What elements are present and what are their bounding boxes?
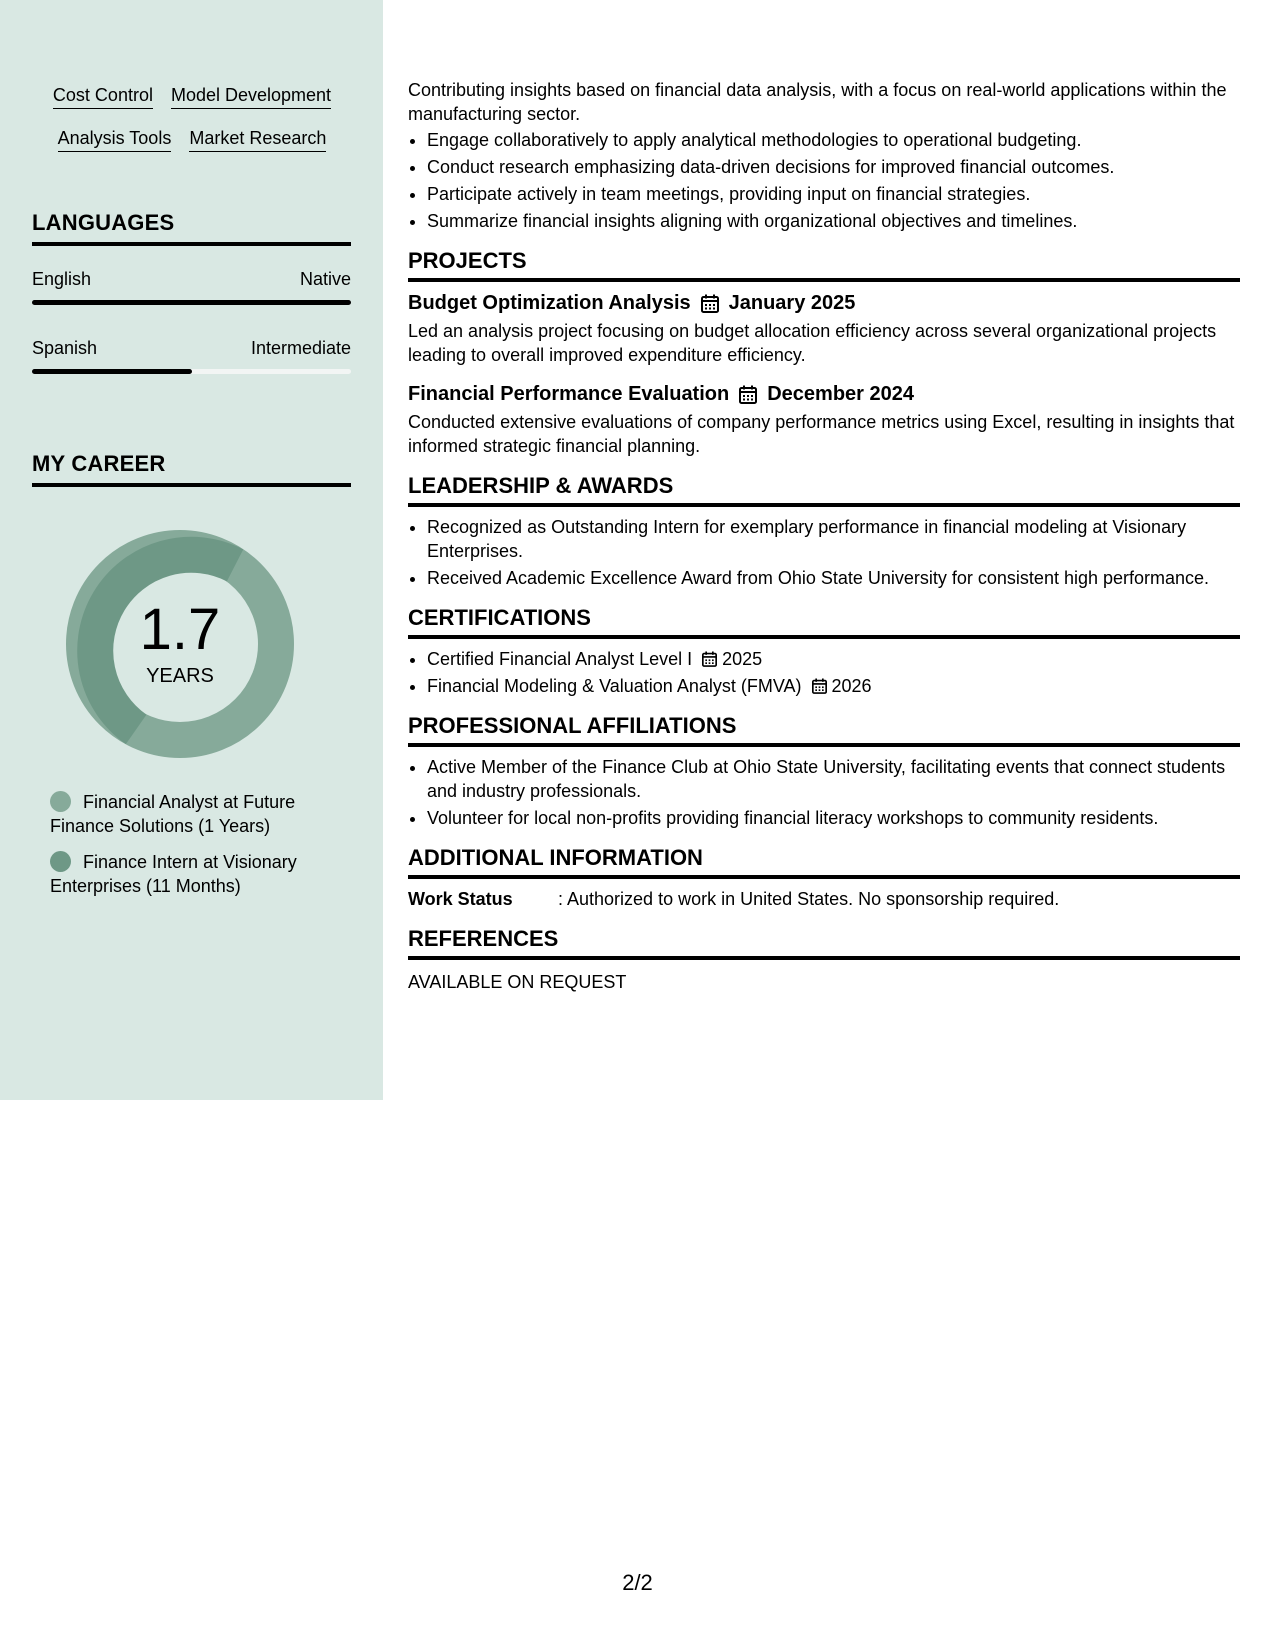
- project-title-row: [408, 290, 1240, 316]
- legend-dot-icon: [50, 851, 71, 872]
- experience-summary: Contributing insights based on financial data analysis, with a focus on real-world applications within the manufacturing sector.: [408, 80, 1227, 124]
- career-legend: [50, 790, 330, 910]
- legend-dot-icon: [50, 791, 71, 812]
- skill-tag: Model Development: [171, 84, 331, 109]
- project-description: Led an analysis project focusing on budget allocation efficiency across several organizational projects leading to overall improved expenditure efficiency.: [408, 321, 1217, 365]
- project-date: [739, 381, 914, 407]
- career-label: Finance Intern at Visionary Enterprises (11 Months): [50, 852, 297, 896]
- projects-heading: PROJECTS: [408, 247, 1240, 282]
- certification-year: 2026: [831, 676, 872, 696]
- language-name: English: [32, 269, 92, 289]
- language-proficiency-bar: [32, 369, 351, 374]
- language-item: [32, 268, 351, 305]
- list-item: • Received Academic Excellence Award from Ohio State University for consistent high performance.: [427, 566, 1240, 590]
- certifications-heading: CERTIFICATIONS: [408, 604, 1240, 639]
- list-item: • Volunteer for local non-profits providing financial literacy workshops to community residents.: [427, 806, 1240, 830]
- calendar-icon: [812, 678, 827, 694]
- list-item: • Summarize financial insights aligning with organizational objectives and timelines.: [427, 209, 1240, 233]
- leadership-heading: LEADERSHIP & AWARDS: [408, 472, 1240, 507]
- certification-name: Certified Financial Analyst Level I: [427, 649, 693, 669]
- skill-tag: Market Research: [189, 127, 326, 152]
- project-date-text: January 2025: [728, 292, 856, 314]
- skill-tag: Cost Control: [53, 84, 153, 109]
- additional-info-heading: ADDITIONAL INFORMATION: [408, 844, 1240, 879]
- languages-heading: LANGUAGES: [32, 210, 351, 246]
- skill-tag: Analysis Tools: [58, 127, 172, 152]
- project-title-row: [408, 381, 1240, 407]
- career-donut-chart: [62, 526, 298, 762]
- list-item: • Engage collaboratively to apply analytical methodologies to operational budgeting.: [427, 128, 1240, 152]
- skill-row: [32, 84, 352, 109]
- career-heading: MY CAREER: [32, 451, 351, 487]
- list-item: • Conduct research emphasizing data-driven decisions for improved financial outcomes.: [427, 155, 1240, 179]
- project-date: [701, 290, 856, 316]
- list-item: • Participate actively in team meetings, providing input on financial strategies.: [427, 182, 1240, 206]
- project-date-text: December 2024: [767, 383, 914, 405]
- skills-list: [32, 84, 352, 170]
- certification-name: Financial Modeling & Valuation Analyst (FMVA): [427, 676, 802, 696]
- affiliations-heading: PROFESSIONAL AFFILIATIONS: [408, 712, 1240, 747]
- career-legend-item: [50, 850, 330, 898]
- calendar-icon: [739, 385, 757, 404]
- list-item: [427, 674, 1240, 698]
- list-item: • Active Member of the Finance Club at Ohio State University, facilitating events that connect students and industry professionals.: [427, 755, 1240, 803]
- skill-row: [32, 127, 352, 152]
- project-description: Conducted extensive evaluations of company performance metrics using Excel, resulting in insights that informed strategic financial planning.: [408, 412, 1235, 456]
- language-proficiency-fill: [32, 300, 351, 305]
- language-level: Intermediate: [250, 338, 351, 358]
- language-proficiency-fill: [32, 369, 192, 374]
- experience-bullets: [408, 128, 1240, 233]
- references-text: AVAILABLE ON REQUEST: [408, 972, 627, 992]
- calendar-icon: [701, 294, 719, 313]
- work-status-row: [408, 887, 1240, 911]
- page-number: 2/2: [622, 1570, 653, 1595]
- language-item: [32, 337, 351, 374]
- language-level: Native: [299, 269, 351, 289]
- career-total-years: 1.7: [139, 597, 221, 662]
- list-item: • Recognized as Outstanding Intern for exemplary performance in financial modeling at Visionary Enterprises.: [427, 515, 1240, 563]
- donut-center: [62, 526, 298, 762]
- calendar-icon: [702, 651, 717, 667]
- language-name: Spanish: [32, 338, 98, 358]
- career-legend-item: [50, 790, 330, 838]
- certification-year: 2025: [722, 649, 763, 669]
- leadership-list: [408, 515, 1240, 590]
- work-status-label: Work Status: [408, 889, 513, 909]
- career-total-unit: YEARS: [146, 665, 214, 687]
- career-label: Financial Analyst at Future Finance Solutions (1 Years): [50, 792, 296, 836]
- affiliations-list: [408, 755, 1240, 830]
- main-content: [408, 78, 1240, 994]
- language-proficiency-bar: [32, 300, 351, 305]
- references-heading: REFERENCES: [408, 925, 1240, 960]
- project-title: Financial Performance Evaluation: [408, 383, 730, 405]
- certifications-list: [408, 647, 1240, 698]
- project-title: Budget Optimization Analysis: [408, 292, 691, 314]
- sidebar: [0, 0, 383, 1100]
- list-item: [427, 647, 1240, 671]
- work-status-value: : Authorized to work in United States. No sponsorship required.: [558, 889, 1060, 909]
